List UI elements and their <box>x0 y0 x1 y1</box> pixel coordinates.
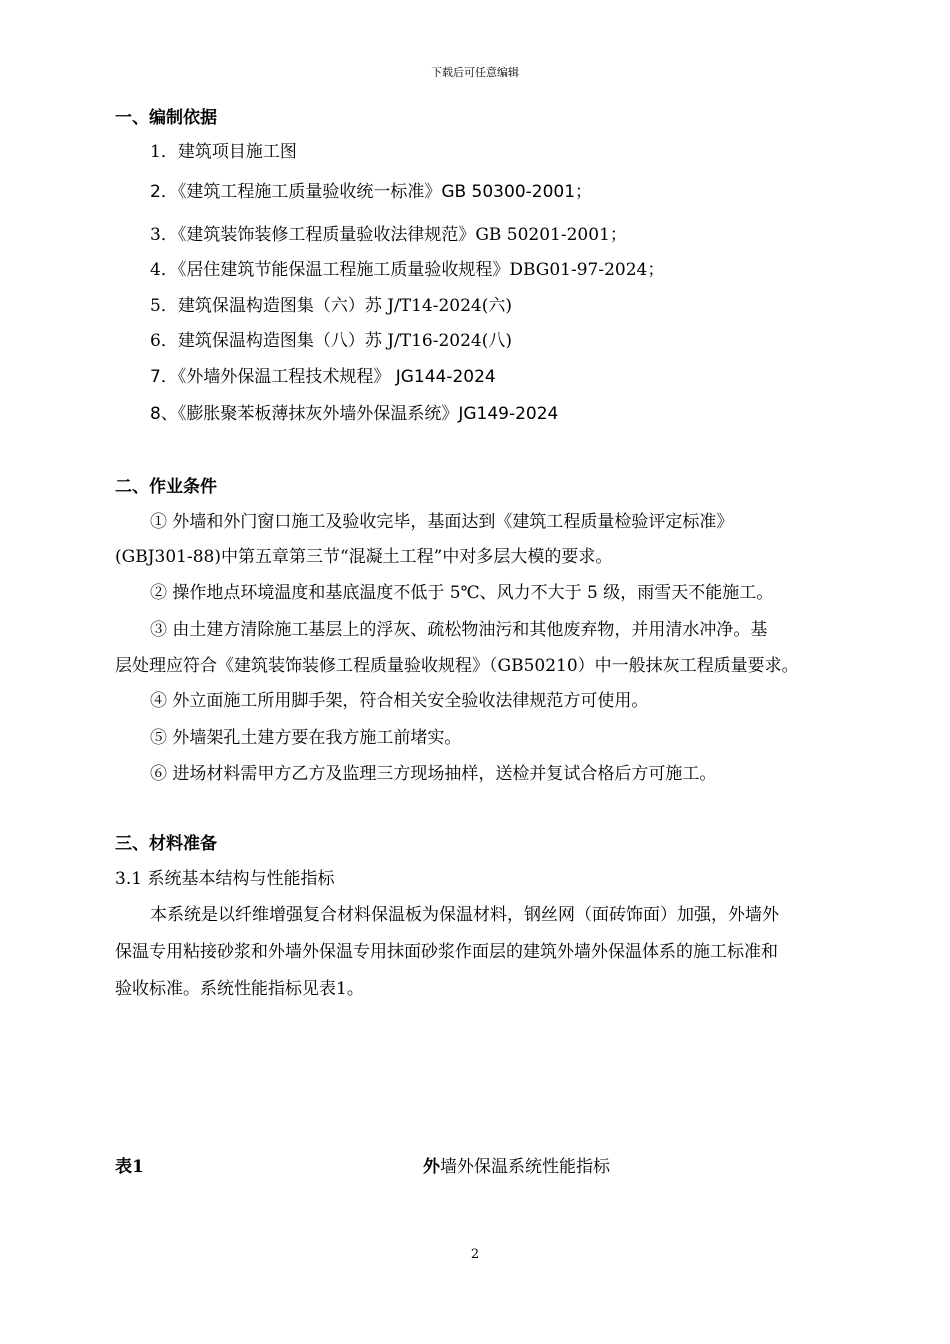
section-3-title: 三、材料准备 <box>115 834 217 854</box>
body-paragraph-line-2: 保温专用粘接砂浆和外墙外保温专用抹面砂浆作面层的建筑外墙外保温体系的施工标准和 <box>115 942 778 962</box>
reference-item-6: 6．建筑保温构造图集（八）苏 J/T16-2024(八) <box>150 331 513 351</box>
table-title-rest: 墙外保温系统性能指标 <box>440 1157 610 1177</box>
reference-item-5: 5．建筑保温构造图集（六）苏 J/T14-2024(六) <box>150 296 513 316</box>
reference-item-1: 1．建筑项目施工图 <box>150 142 297 162</box>
body-paragraph-line-3: 验收标准。系统性能指标见表1。 <box>115 979 364 999</box>
condition-2: ② 操作地点环境温度和基底温度不低于 5℃、风力不大于 5 级，雨雪天不能施工。 <box>150 583 774 603</box>
table-title-first-char: 外 <box>423 1157 440 1177</box>
condition-3-line-2: 层处理应符合《建筑装饰装修工程质量验收规程》（GB50210）中一般抹灰工程质量要求。 <box>115 656 799 676</box>
body-paragraph-line-1: 本系统是以纤维增强复合材料保温板为保温材料，钢丝网（面砖饰面）加强，外墙外 <box>150 905 779 925</box>
section-3-subtitle: 3.1 系统基本结构与性能指标 <box>115 869 335 889</box>
section-2-title: 二、作业条件 <box>115 477 217 497</box>
reference-item-7: 7．《外墙外保温工程技术规程》 JG144-2024 <box>150 367 496 387</box>
reference-item-2: 2．《建筑工程施工质量验收统一标准》GB 50300-2001； <box>150 182 593 202</box>
condition-1-line-2: (GBJ301-88)中第五章第三节“混凝土工程”中对多层大模的要求。 <box>115 547 613 567</box>
page-number: 2 <box>470 1247 480 1262</box>
reference-item-8: 8、《膨胀聚苯板薄抹灰外墙外保温系统》JG149-2024 <box>150 404 559 424</box>
page-header: 下载后可任意编辑 <box>431 66 519 79</box>
table-title <box>423 1156 610 1178</box>
reference-item-4: 4．《居住建筑节能保温工程施工质量验收规程》DBG01-97-2024； <box>150 260 665 280</box>
condition-3-line-1: ③ 由土建方清除施工基层上的浮灰、疏松物油污和其他废弃物，并用清水冲净。基 <box>150 620 768 640</box>
condition-1-line-1: ① 外墙和外门窗口施工及验收完毕，基面达到《建筑工程质量检验评定标准》 <box>150 512 734 532</box>
section-1-title: 一、编制依据 <box>115 108 217 128</box>
condition-6: ⑥ 进场材料需甲方乙方及监理三方现场抽样，送检并复试合格后方可施工。 <box>150 764 717 784</box>
reference-item-3: 3．《建筑装饰装修工程质量验收法律规范》GB 50201-2001； <box>150 225 627 245</box>
condition-5: ⑤ 外墙架孔土建方要在我方施工前堵实。 <box>150 728 462 748</box>
condition-4: ④ 外立面施工所用脚手架，符合相关安全验收法律规范方可使用。 <box>150 691 649 711</box>
table-label: 表1 <box>115 1157 144 1177</box>
